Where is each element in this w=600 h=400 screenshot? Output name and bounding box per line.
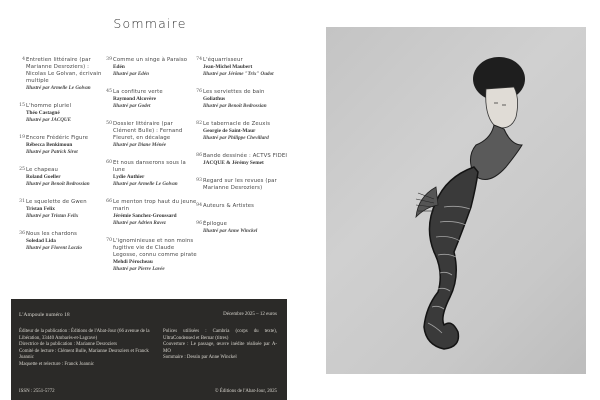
director-line: Directrice de la publication : Marianne Desroziers (19, 342, 118, 348)
colophon-credits-right (163, 329, 277, 362)
toc-entry[interactable] (18, 199, 106, 220)
page-number: 66 (106, 199, 112, 204)
entry-author: Jean-Michel Maubert (203, 64, 253, 70)
page-number: 25 (19, 167, 25, 172)
entry-title: Le chapeau (26, 167, 59, 173)
page-number: 94 (196, 203, 202, 208)
entry-title: L'équarrisseur (203, 57, 243, 63)
entry-title: L'homme pluriel (26, 103, 72, 109)
entry-illustrator: Illustré par Armelle Le Golvan (26, 85, 91, 91)
entry-title: L'ignominieuse et non moins fugitive vie de Claude Legosse, connu comme pirate (113, 238, 197, 258)
page-number: 15 (19, 103, 25, 108)
entry-illustrator: Illustré par Jérôme "Trix" Oudot (203, 71, 274, 77)
toc-entry[interactable] (195, 203, 295, 210)
entry-illustrator: Illustré par Benoît Bedrossian (26, 181, 90, 187)
page-title: Sommaire (113, 16, 187, 31)
issn: ISSN : 2551-5772 (19, 389, 55, 394)
page-number: 50 (106, 121, 112, 126)
entry-illustrator: Illustré par Pierre Lavée (113, 266, 165, 272)
entry-author: Roland Goeller (26, 174, 61, 180)
cover-line: Couverture : Le passage, œuvre inédite réalisée par A-MO (163, 342, 277, 354)
issue-label: L'Ampoule numéro 18 (19, 312, 70, 318)
seahorse-drawing-icon (326, 27, 586, 374)
entry-title: Nous les chardons (26, 231, 78, 237)
entry-title: Et nous danserons sous la lune (113, 160, 186, 173)
entry-author: Mehdi Pérocheau (113, 259, 153, 265)
colophon-credits-left (19, 329, 161, 369)
entry-author: Edén (113, 64, 125, 70)
toc-column-3 (195, 57, 295, 246)
entry-title: Le squelette de Gwen (26, 199, 87, 205)
entry-illustrator: Illustré par Armelle Le Golvan (113, 181, 178, 187)
toc-entry[interactable] (18, 231, 106, 252)
entry-illustrator: Illustré par Philippe Chevillard (203, 135, 269, 141)
entry-author: Raymond Alcovère (113, 96, 157, 102)
toc-entry[interactable] (18, 57, 106, 92)
colophon-header (19, 312, 277, 319)
toc-entry[interactable] (18, 135, 106, 156)
entry-illustrator: Illustré par Adrien Ravez (113, 220, 166, 226)
entry-title: Épilogue (203, 221, 228, 227)
toc-entry[interactable] (195, 89, 295, 110)
toc-entry[interactable] (195, 221, 295, 235)
entry-title: Encore Frédéric Figure (26, 135, 89, 141)
toc-entry[interactable] (105, 160, 197, 188)
page-number: 96 (196, 221, 202, 226)
entry-title: La confiture verte (113, 89, 163, 95)
publisher-line: Éditeur de la publication : Éditions de l'Abat-Jour (66 avenue de la Libération, 33440 Ambarès-et-Lagrave) (19, 329, 150, 341)
entry-illustrator: Illustré par Benoît Bedrossian (203, 103, 267, 109)
page-number: 86 (196, 153, 202, 158)
entry-illustrator: Illustré par Florent Laczio (26, 245, 82, 251)
page-number: 4 (22, 57, 25, 62)
page-number: 76 (196, 89, 202, 94)
toc-entry[interactable] (105, 89, 197, 110)
sommaire-credit-line: Sommaire : Dessin par Anne Winckel (163, 355, 237, 361)
copyright: © Éditions de l'Abat-Jour, 2025 (214, 389, 277, 394)
entry-author: Lydie Authier (113, 174, 145, 180)
toc-entry[interactable] (195, 57, 295, 78)
entry-illustrator: Illustré par Diane Ménée (113, 142, 167, 148)
toc-entry[interactable] (195, 153, 295, 167)
entry-title: Regard sur les revues (par Marianne Desroziers) (203, 178, 277, 191)
toc-entry[interactable] (18, 167, 106, 188)
page-number: 31 (19, 199, 25, 204)
entry-illustrator: Illustré par Patrick Sirot (26, 149, 78, 155)
entry-author: Georgie de Saint-Maur (203, 128, 256, 134)
date-price: Décembre 2025 – 12 euros (223, 312, 277, 317)
entry-title: Auteurs & Artistes (203, 203, 255, 209)
committee-line: Comité de lecture : Clément Bulle, Marianne Desroziers et Franck Joannic (19, 348, 149, 361)
entry-author: Soledad Lida (26, 238, 56, 244)
entry-author: Rébecca Benkimoun (26, 142, 73, 148)
toc-entry[interactable] (105, 199, 197, 227)
toc-entry[interactable] (195, 178, 295, 192)
colophon-box (11, 299, 287, 400)
entry-illustrator: Illustré par JACQUE (26, 117, 72, 123)
entry-illustrator: Illustré par Godet (113, 103, 151, 109)
page-number: 45 (106, 89, 112, 94)
toc-entry[interactable] (105, 121, 197, 149)
entry-author: Théo Castagné (26, 110, 60, 116)
toc-entry[interactable] (195, 121, 295, 142)
toc-column-1 (18, 57, 106, 263)
entry-title: Le menton trop haut du jeune marin (113, 199, 197, 212)
toc-entry[interactable] (105, 57, 197, 78)
fonts-line: Polices utilisées : Cambria (corps du texte), UltraCondensed et Bernar (titres) (163, 329, 277, 341)
toc-entry[interactable] (105, 238, 197, 273)
layout-line: Maquette et relecture : Franck Joannic (19, 361, 95, 367)
page-number: 19 (19, 135, 25, 140)
entry-title: Comme un singe à Paraiso (113, 57, 188, 63)
toc-entry[interactable] (18, 103, 106, 124)
entry-title: Bande dessinée : ACTVS FIDEI (203, 153, 288, 159)
entry-author: Goliathus (203, 96, 226, 102)
entry-title: Le tabernacle de Zeuxis (203, 121, 271, 127)
entry-illustrator: Illustré par Anne Winckel (203, 228, 258, 234)
entry-title: Dossier littéraire (par Clément Bulle) : Fernand Fleuret, en décalage (113, 121, 183, 141)
page-number: 93 (196, 178, 202, 183)
entry-author: Jérémie Sanchez-Groussard (113, 213, 177, 219)
seahorse-illustration (326, 27, 586, 374)
entry-title: Les serviettes de bain (203, 89, 265, 95)
page-number: 70 (106, 238, 112, 243)
entry-author: JACQUE & Jérémy Semet (203, 160, 264, 166)
page-number: 36 (19, 231, 25, 236)
entry-author: Tristan Felix (26, 206, 55, 212)
page-number: 60 (106, 160, 112, 165)
page-number: 74 (196, 57, 202, 62)
page-number: 82 (196, 121, 202, 126)
entry-title: Entretien littéraire (par Marianne Desroziers) : Nicolas Le Golvan, écrivain multiple (26, 57, 102, 84)
entry-illustrator: Illustré par Edén (113, 71, 149, 77)
toc-column-2 (105, 57, 197, 284)
page-number: 39 (106, 57, 112, 62)
entry-illustrator: Illustré par Tristan Felix (26, 213, 79, 219)
